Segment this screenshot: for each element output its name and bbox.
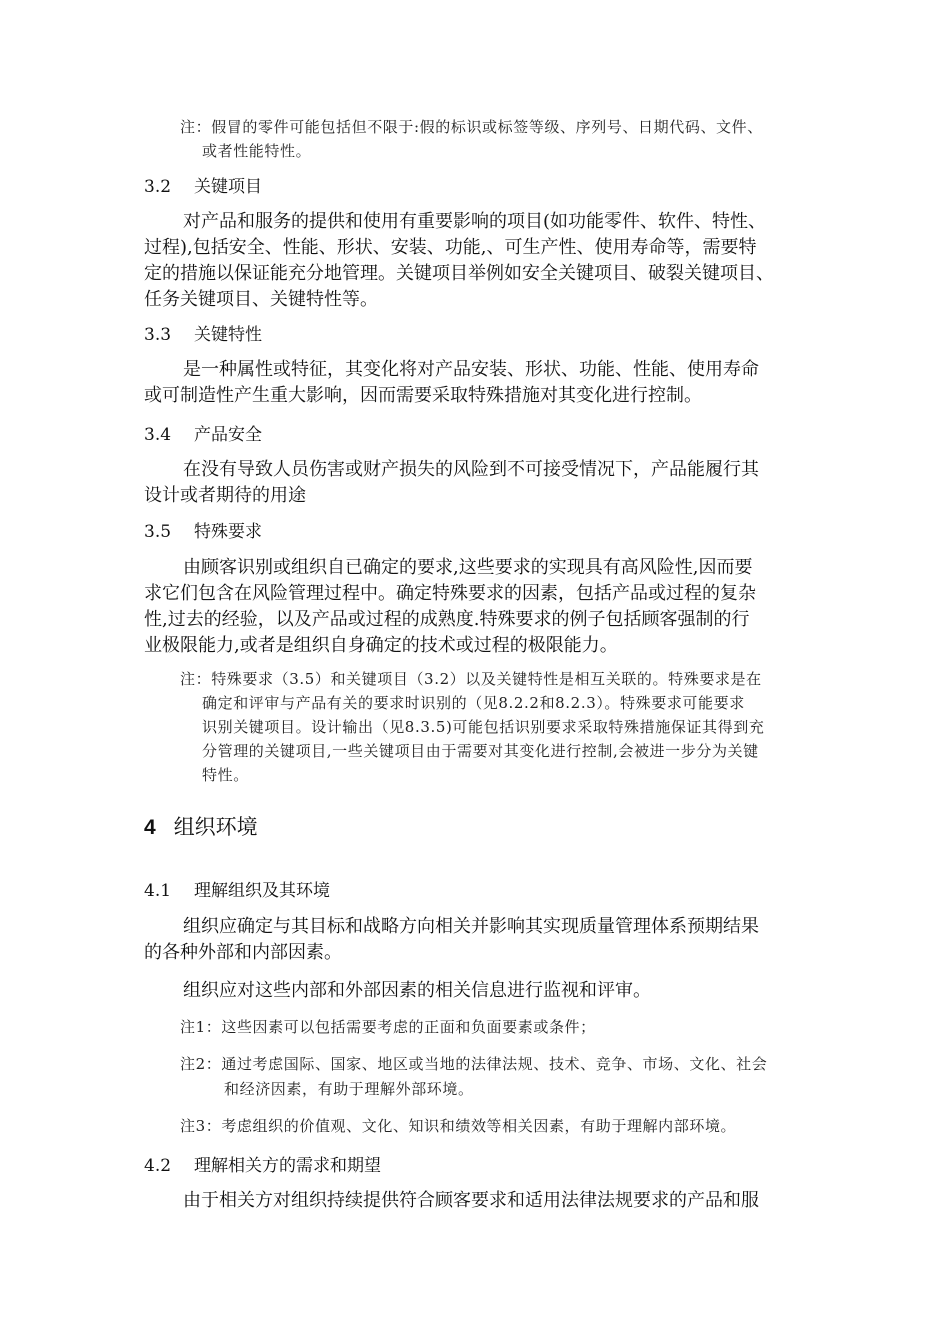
section-heading-4-2 <box>144 1151 381 1176</box>
paragraph-line: 由于相关方对组织持续提供符合顾客要求和适用法律法规要求的产品和服 <box>183 1190 759 1211</box>
chapter-heading-4 <box>144 811 258 841</box>
paragraph-line: 的各种外部和内部因素。 <box>144 942 342 963</box>
paragraph-line: 在没有导致人员伤害或财产损失的风险到不可接受情况下，产品能履行其 <box>183 459 759 480</box>
paragraph-line: 或可制造性产生重大影响，因而需要采取特殊措施对其变化进行控制。 <box>144 385 702 406</box>
note-line: 注1：这些因素可以包括需要考虑的正面和负面要素或条件； <box>180 1018 596 1036</box>
section-title: 理解相关方的需求和期望 <box>194 1156 381 1176</box>
note-line: 注：特殊要求（3.5）和关键项目（3.2）以及关键特性是相互关联的。特殊要求是在 <box>180 670 762 688</box>
chapter-title: 组织环境 <box>173 815 258 839</box>
section-heading-4-1 <box>144 876 330 901</box>
note-line: 注3：考虑组织的价值观、文化、知识和绩效等相关因素，有助于理解内部环境。 <box>180 1117 737 1135</box>
section-title: 关键项目 <box>194 177 262 197</box>
paragraph-line: 过程),包括安全、性能、形状、安装、功能,、可生产性、使用寿命等，需要特 <box>144 237 757 258</box>
note-line: 特性。 <box>202 766 249 784</box>
section-heading-3-4 <box>144 420 262 445</box>
paragraph-line: 组织应确定与其目标和战略方向相关并影响其实现质量管理体系预期结果 <box>183 916 759 937</box>
section-number: 3.5 <box>144 522 172 542</box>
section-title: 产品安全 <box>194 425 262 445</box>
section-number: 3.4 <box>144 425 172 445</box>
note-line: 识别关键项目。设计输出（见8.3.5)可能包括识别要求采取特殊措施保证其得到充 <box>202 718 765 736</box>
section-heading-3-2 <box>144 172 262 197</box>
note-line: 确定和评审与产品有关的要求时识别的（见8.2.2和8.2.3）。特殊要求可能要求 <box>202 694 745 712</box>
paragraph-line: 是一种属性或特征，其变化将对产品安装、形状、功能、性能、使用寿命 <box>183 359 759 380</box>
paragraph-line: 设计或者期待的用途 <box>144 485 306 506</box>
section-number: 3.2 <box>144 177 172 197</box>
section-title: 关键特性 <box>194 325 262 345</box>
chapter-number: 4 <box>144 816 156 839</box>
paragraph-line: 组织应对这些内部和外部因素的相关信息进行监视和评审。 <box>183 980 651 1001</box>
section-heading-3-3 <box>144 320 262 345</box>
note-line: 和经济因素，有助于理解外部环境。 <box>224 1080 474 1098</box>
note-line: 分管理的关键项目,一些关键项目由于需要对其变化进行控制,会被进一步分为关键 <box>202 742 759 760</box>
section-heading-3-5 <box>144 517 262 542</box>
paragraph-line: 业极限能力,或者是组织自身确定的技术或过程的极限能力。 <box>144 635 618 656</box>
note-line: 注2：通过考虑国际、国家、地区或当地的法律法规、技术、竞争、市场、文化、社会 <box>180 1055 768 1073</box>
section-title: 特殊要求 <box>194 522 262 542</box>
paragraph-line: 性,过去的经验，以及产品或过程的成熟度.特殊要求的例子包括顾客强制的行 <box>144 609 750 630</box>
note-counterfeit-line: 或者性能特性。 <box>202 142 312 160</box>
paragraph-line: 定的措施以保证能充分地管理。关键项目举例如安全关键项目、破裂关键项目、 <box>144 263 774 284</box>
section-title: 理解组织及其环境 <box>194 881 330 901</box>
paragraph-line: 对产品和服务的提供和使用有重要影响的项目(如功能零件、软件、特性、 <box>183 211 767 232</box>
section-number: 3.3 <box>144 325 172 345</box>
note-counterfeit-line: 注：假冒的零件可能包括但不限于:假的标识或标签等级、序列号、日期代码、文件、 <box>180 118 763 136</box>
section-number: 4.2 <box>144 1156 172 1176</box>
paragraph-line: 由顾客识别或组织自已确定的要求,这些要求的实现具有高风险性,因而要 <box>183 557 753 578</box>
paragraph-line: 求它们包含在风险管理过程中。确定特殊要求的因素，包括产品或过程的复杂 <box>144 583 756 604</box>
paragraph-line: 任务关键项目、关键特性等。 <box>144 289 378 310</box>
section-number: 4.1 <box>144 881 172 901</box>
